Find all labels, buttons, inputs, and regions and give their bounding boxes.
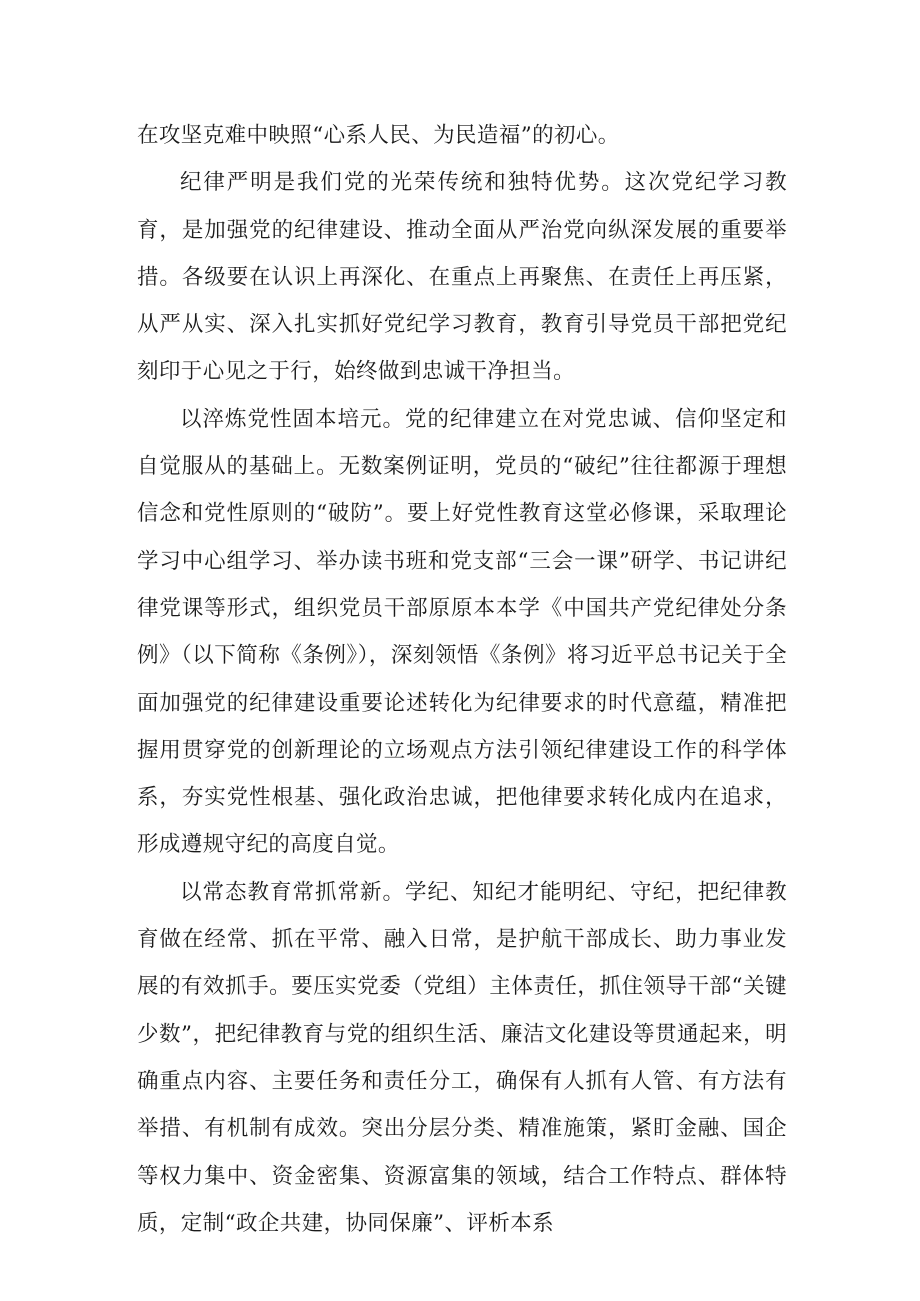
document-body [137,112,787,1247]
paragraph-party-spirit: 以淬炼党性固本培元。党的纪律建立在对党忠诚、信仰坚定和自觉服从的基础上。无数案例证明，党员的“破纪”往往都源于理想信念和党性原则的“破防”。要上好党性教育这堂必修课，采取理论学习中心组学习、举办读书班和党支部“三会一课”研学、书记讲纪律党课等形式，组织党员干部原原本本学《中国共产党纪律处分条例》（以下简称《条例》），深刻领悟《条例》将习近平总书记关于全面加强党的纪律建设重要论述转化为纪律要求的时代意蕴，精准把握用贯穿党的创新理论的立场观点方法引领纪律建设工作的科学体系，夯实党性根基、强化政治忠诚，把他律要求转化成内在追求，形成遵规守纪的高度自觉。 [137,406,787,858]
paragraph-regular-education: 以常态教育常抓常新。学纪、知纪才能明纪、守纪，把纪律教育做在经常、抓在平常、融入日常，是护航干部成长、助力事业发展的有效抓手。要压实党委（党组）主体责任，抓住领导干部“关键少数”，把纪律教育与党的组织生活、廉洁文化建设等贯通起来，明确重点内容、主要任务和责任分工，确保有人抓有人管、有方法有举措、有机制有成效。突出分层分类、精准施策，紧盯金融、国企等权力集中、资金密集、资源富集的领域，结合工作特点、群体特质，定制“政企共建，协同保廉”、评析本系 [137,879,787,1236]
paragraph-continuation: 在攻坚克难中映照“心系人民、为民造福”的初心。 [137,123,620,148]
paragraph-discipline-tradition: 纪律严明是我们党的光荣传统和独特优势。这次党纪学习教育，是加强党的纪律建设、推动全面从严治党向纵深发展的重要举措。各级要在认识上再深化、在重点上再聚焦、在责任上再压紧，从严从实、深入扎实抓好党纪学习教育，教育引导党员干部把党纪刻印于心见之于行，始终做到忠诚干净担当。 [137,170,787,385]
